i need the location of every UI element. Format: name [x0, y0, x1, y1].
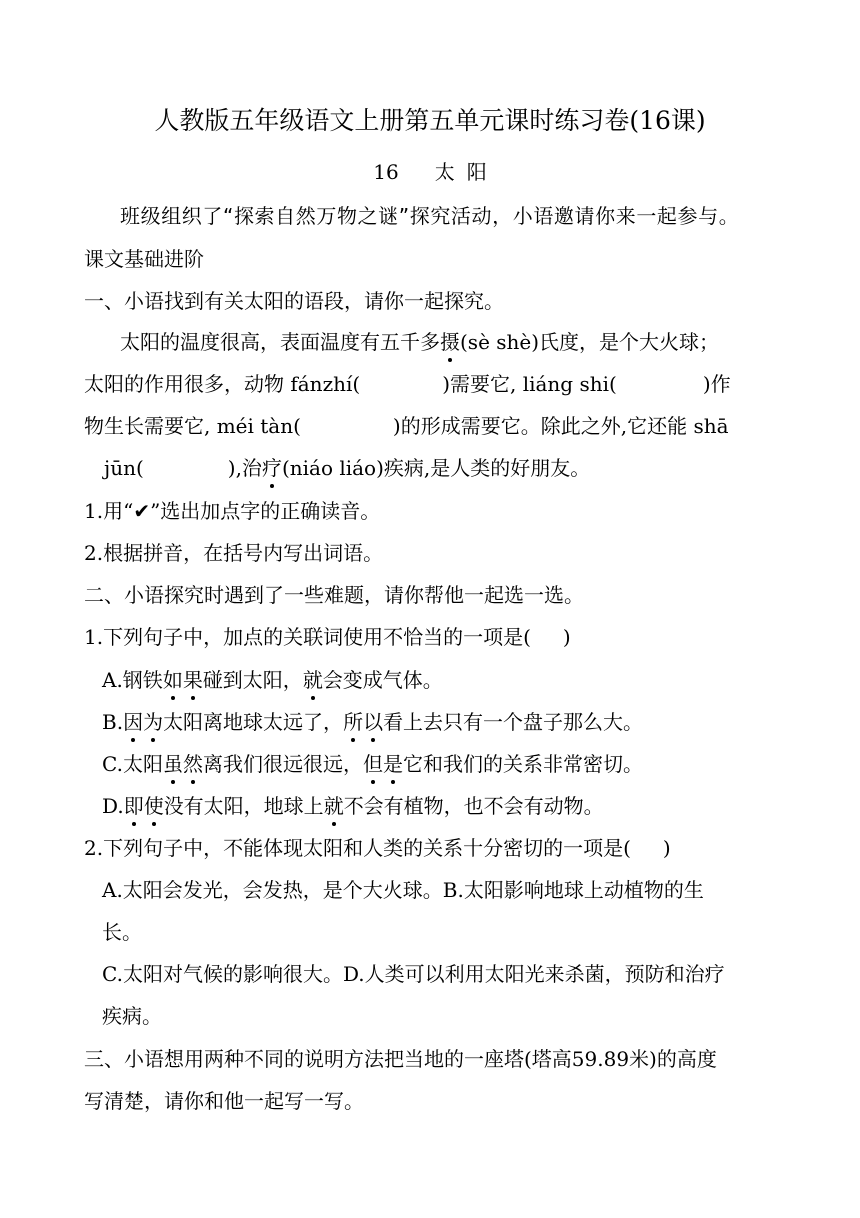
option-text: 看上去只有一个盘子那么大。: [383, 710, 644, 734]
q2-options-cd: C.太阳对气候的影响很大。D.人类可以利用太阳光来杀菌，预防和治疗: [102, 962, 725, 986]
option-c: [102, 750, 802, 778]
option-d: [102, 792, 802, 820]
part2-heading: 二、小语探究时遇到了一些难题，请你帮他一起选一选。: [84, 583, 584, 607]
option-text: 它和我们的关系非常密切。: [402, 752, 643, 776]
option-text: C.太阳: [102, 752, 163, 776]
passage-text: (niáo liáo)疾病,是人类的好朋友。: [281, 456, 591, 480]
dotted-char: 所: [343, 710, 364, 734]
option-a: [102, 666, 802, 694]
checkmark-icon: ✔: [133, 499, 151, 523]
option-text: 没有太阳，地球上: [163, 794, 324, 818]
dotted-char: 为: [143, 710, 164, 734]
part3-heading-cont: 写清楚，请你和他一起写一写。: [84, 1089, 364, 1113]
option-text: 太阳离地球太远了，: [163, 710, 344, 734]
question-text: ”选出加点字的正确读音。: [150, 499, 381, 523]
part1-question-2: 2.根据拼音，在括号内写出词语。: [84, 541, 384, 565]
option-text: 碰到太阳，: [202, 668, 303, 692]
intro-text: 班级组织了“探索自然万物之谜”探究活动，小语邀请你来一起参与。: [120, 204, 740, 228]
q2-options-cd-cont: 疾病。: [102, 1004, 162, 1028]
option-b: [102, 708, 802, 736]
option-text: 不会有植物，也不会有动物。: [343, 794, 604, 818]
option-text: 会变成气体。: [322, 668, 443, 692]
dotted-char: 就: [302, 668, 323, 692]
dotted-char: 是: [382, 752, 403, 776]
dotted-char: 然: [182, 752, 203, 776]
passage-text: 太阳的温度很高，表面温度有五千多: [120, 330, 440, 354]
question-text: 2.下列句子中，不能体现太阳和人类的关系十分密切的一项是(: [84, 836, 631, 860]
part1-question-1: [84, 497, 784, 525]
lesson-title: [0, 158, 860, 186]
question-text: 1.下列句子中，加点的关联词使用不恰当的一项是(: [84, 625, 531, 649]
part3-heading: 三、小语想用两种不同的说明方法把当地的一座塔(塔高59.89米)的高度: [84, 1047, 717, 1071]
passage-text: )作: [702, 372, 731, 396]
passage-text: jūn(: [104, 456, 144, 480]
dotted-char: 因: [123, 710, 144, 734]
section-basics-heading: 课文基础进阶: [84, 247, 204, 271]
passage-text: ),治: [227, 456, 262, 480]
dotted-char: 果: [182, 668, 203, 692]
dotted-char: 以: [363, 710, 384, 734]
dotted-char: 就: [323, 794, 344, 818]
passage-text: 太阳的作用很多，动物 fánzhí(: [84, 372, 361, 396]
part2-question-2: [84, 834, 784, 862]
dotted-char: 摄: [440, 330, 460, 354]
option-text: A.钢铁: [102, 668, 163, 692]
dotted-char: 虽: [162, 752, 183, 776]
option-text: B.: [102, 710, 124, 734]
passage-line-1: [120, 328, 820, 356]
q2-options-ab: A.太阳会发光，会发热，是个大火球。B.太阳影响地球上动植物的生: [102, 878, 704, 902]
lesson-number: 16: [373, 160, 399, 184]
question-text: ): [662, 836, 671, 860]
q2-options-ab-cont: 长。: [102, 920, 142, 944]
dotted-char: 但: [362, 752, 383, 776]
passage-text: 物生长需要它, méi tàn(: [84, 414, 301, 438]
dotted-char: 如: [162, 668, 183, 692]
passage-text: )需要它, liáng shi(: [442, 372, 617, 396]
passage-line-3: [84, 412, 784, 440]
dotted-char: 使: [143, 794, 164, 818]
passage-line-4: [104, 454, 804, 482]
lesson-title-char-1: 太: [434, 160, 455, 184]
passage-text: )的形成需要它。除此之外,它还能 shā: [392, 414, 729, 438]
page-title: 人教版五年级语文上册第五单元课时练习卷(16课): [154, 106, 706, 135]
dotted-char: 即: [123, 794, 144, 818]
option-text: 离我们很远很远，: [202, 752, 363, 776]
part1-heading: 一、小语找到有关太阳的语段，请你一起探究。: [84, 289, 504, 313]
question-text: ): [562, 625, 571, 649]
passage-line-2: [84, 370, 784, 398]
option-text: D.: [102, 794, 124, 818]
part2-question-1: [84, 623, 784, 651]
dotted-char: 疗: [261, 456, 282, 480]
lesson-title-char-2: 阳: [466, 160, 487, 184]
passage-text: (sè shè)氏度，是个大火球；: [460, 330, 720, 354]
question-text: 1.用“: [84, 499, 134, 523]
